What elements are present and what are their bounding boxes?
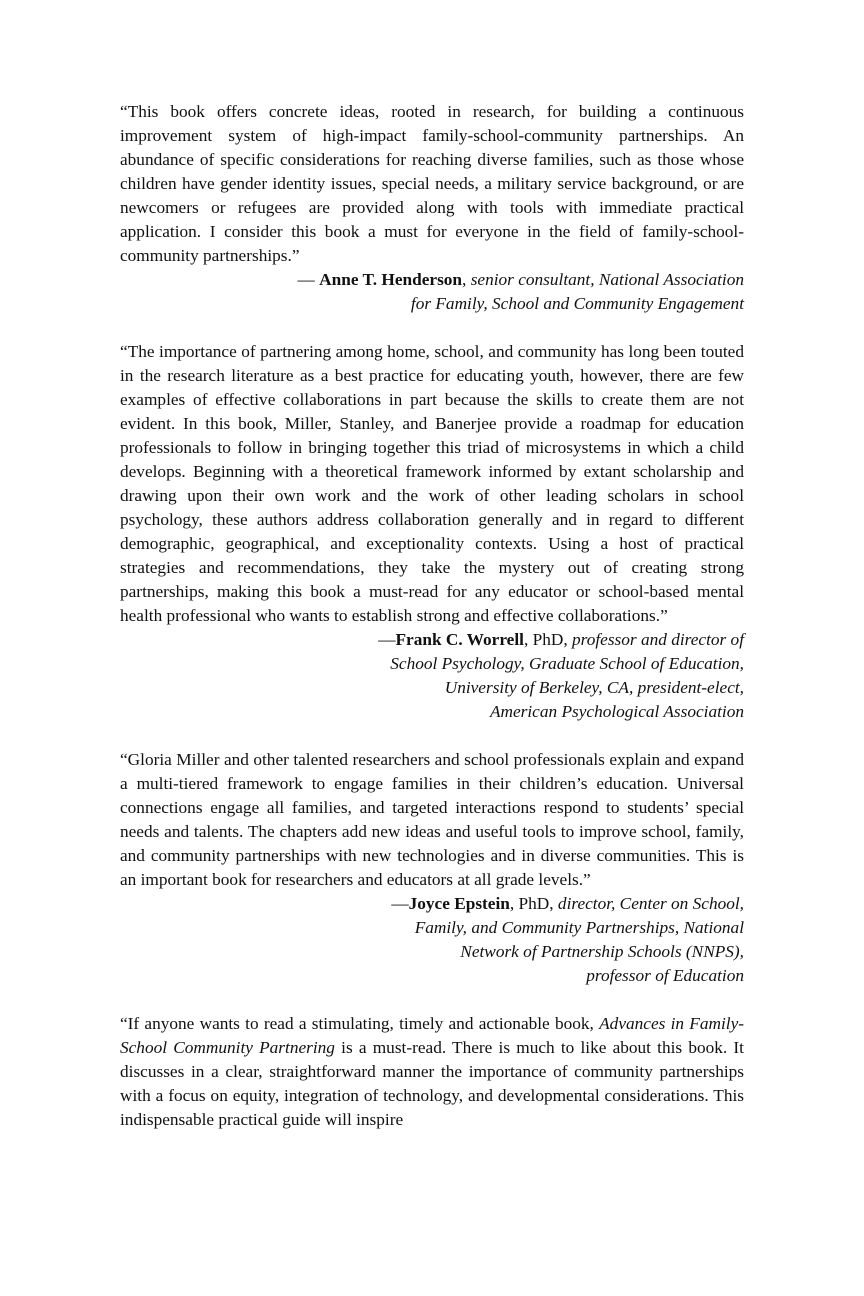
endorser-name: Joyce Epstein [408,894,510,913]
endorsement-fourth [120,1012,744,1132]
attribution-dash: — [378,630,396,649]
endorsement-epstein [120,748,744,988]
endorser-name: Frank C. Worrell [395,630,524,649]
endorser-credential: , PhD, [523,630,572,649]
endorser-role: director, Center on School, [557,894,744,913]
endorsements-page [120,100,744,1132]
endorser-role: professor and director of [571,630,744,649]
endorser-name: Anne T. Henderson [319,270,463,289]
blurb-spacer [120,316,744,340]
endorser-role: Network of Partnership Schools (NNPS), [460,942,744,961]
book-title: Advances in Family-School Community Partnering [120,1014,744,1057]
endorser-role: senior consultant, National Association [470,270,744,289]
endorser-role: American Psychological Association [489,702,744,721]
attribution-line [120,628,744,652]
blurb-spacer [120,724,744,748]
attribution-line [120,268,744,292]
endorsement-quote: “Gloria Miller and other talented researchers and school professionals explain and expand a multi-tiered framework to engage families in their children’s education. Universal connections engage all families, and targeted interactions respond to students’ special needs and talents. The chapters add new ideas and useful tools to improve school, family, and community partnerships with new technologies and in diverse communities. This is an important book for researchers and educators at all grade levels.” [120,750,744,889]
endorser-role: University of Berkeley, CA, president-elect, [444,678,744,697]
endorser-credential: , PhD, [509,894,558,913]
endorsement-attribution [120,892,744,988]
endorsement-quote: “The importance of partnering among home, school, and community has long been touted in the research literature as a best practice for educating youth, however, there are few examples of effective collaborations in part because the skills to create them are not evident. In this book, Miller, Stanley, and Banerjee provide a roadmap for education professionals to follow in bringing together this triad of microsystems in which a child develops. Beginning with a theoretical framework informed by extant scholarship and drawing upon their own work and the work of other leading scholars in school psychology, these authors address collaboration generally and in regard to different demographic, geographical, and exceptionality contexts. Using a host of practical strategies and recommendations, they take the mystery out of creating strong partnerships, making this book a must-read for any educator or school-based mental health professional who wants to establish strong and effective collaborations.” [120,342,744,625]
endorsement-henderson [120,100,744,316]
endorser-role: School Psychology, Graduate School of Education, [390,654,744,673]
quote-text: is a must-read. There is much to like about this book. It discusses in a clear, straightforward manner the importance of community partnerships with a focus on equity, integration of technology, and developmental considerations. This indispensable practical guide will inspire [120,1038,744,1129]
attribution-dash: — [297,270,320,289]
endorsement-attribution [120,628,744,724]
attribution-dash: — [391,894,409,913]
quote-text: “If anyone wants to read a stimulating, timely and actionable book, [120,1014,600,1033]
endorser-role: professor of Education [586,966,744,985]
endorser-role: for Family, School and Community Engagement [410,294,744,313]
endorsement-attribution [120,268,744,316]
endorsement-worrell [120,340,744,724]
endorser-role: Family, and Community Partnerships, National [414,918,744,937]
blurb-spacer [120,988,744,1012]
endorser-credential: , [462,270,471,289]
endorsement-quote [120,1012,744,1132]
attribution-line [120,892,744,916]
endorsement-quote: “This book offers concrete ideas, rooted in research, for building a continuous improvement system of high-impact family-school-community partnerships. An abundance of specific considerations for reaching diverse families, such as those whose children have gender identity issues, special needs, a military service background, or are newcomers or refugees are provided along with tools with immediate practical application. I consider this book a must for everyone in the field of family-school-community partnerships.” [120,102,744,265]
